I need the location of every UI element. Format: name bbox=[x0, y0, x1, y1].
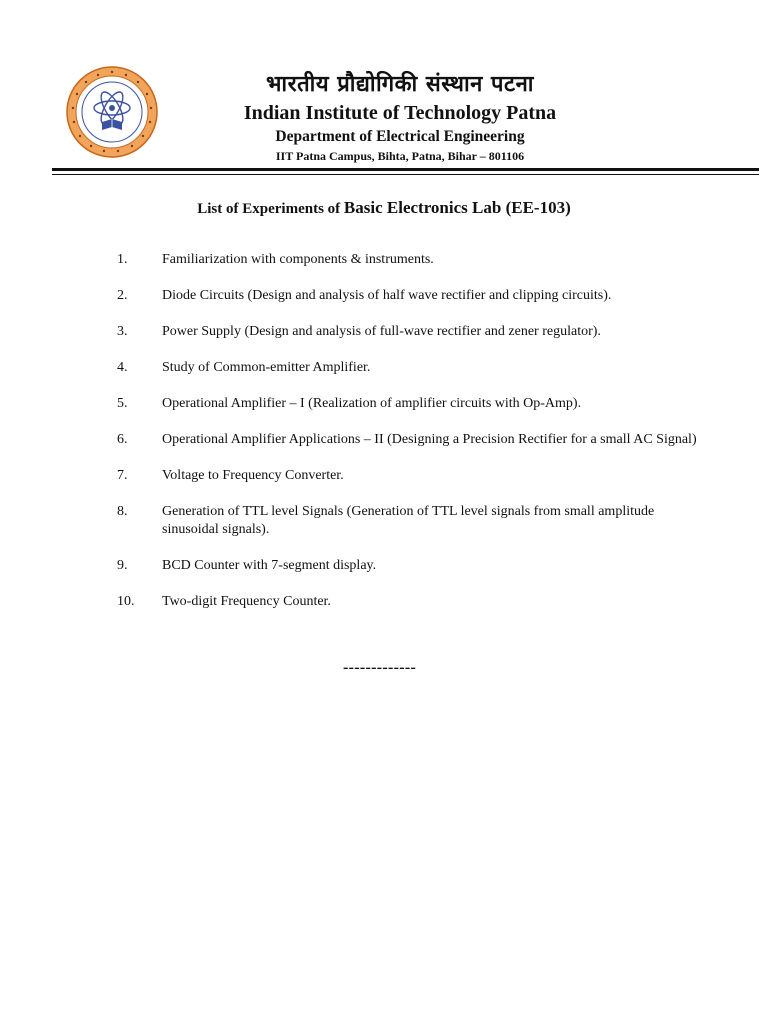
department-name: Department of Electrical Engineering bbox=[275, 128, 525, 145]
list-item bbox=[117, 593, 757, 611]
item-number: 9. bbox=[117, 558, 128, 573]
institute-seal-icon bbox=[66, 66, 158, 158]
document-title bbox=[0, 198, 768, 219]
item-text: Familiarization with components & instruments. bbox=[162, 252, 434, 267]
item-number: 5. bbox=[117, 396, 128, 411]
item-number: 10. bbox=[117, 594, 135, 609]
header-divider-thick bbox=[52, 168, 759, 171]
header-divider-thin bbox=[52, 174, 759, 175]
institute-name: Indian Institute of Technology Patna bbox=[243, 102, 557, 124]
item-number: 4. bbox=[117, 360, 128, 375]
list-item bbox=[117, 557, 757, 575]
end-of-list-marker: ------------- bbox=[343, 659, 417, 676]
title-emphasis: Basic Electronics Lab bbox=[343, 198, 502, 217]
list-item bbox=[117, 431, 757, 449]
item-number: 7. bbox=[117, 468, 128, 483]
title-suffix: (EE-103) bbox=[501, 198, 571, 217]
item-number: 6. bbox=[117, 432, 128, 447]
institute-name-hindi: भारतीय प्रौद्योगिकी संस्थान पटना bbox=[265, 72, 535, 97]
item-text: BCD Counter with 7-segment display. bbox=[162, 558, 377, 573]
item-number: 2. bbox=[117, 288, 128, 303]
list-item bbox=[117, 467, 757, 485]
list-item bbox=[117, 251, 757, 269]
list-item bbox=[117, 395, 757, 413]
item-text: Two-digit Frequency Counter. bbox=[162, 594, 331, 609]
item-text: Power Supply (Design and analysis of full-wave rectifier and zener regulator). bbox=[162, 324, 601, 339]
list-item bbox=[117, 503, 757, 539]
experiment-list bbox=[117, 251, 757, 629]
item-number: 8. bbox=[117, 504, 128, 519]
letterhead bbox=[200, 70, 600, 164]
institute-address: IIT Patna Campus, Bihta, Patna, Bihar – 801106 bbox=[275, 149, 525, 163]
item-text: Operational Amplifier Applications – II (Designing a Precision Rectifier for a small AC Signal) bbox=[162, 432, 697, 447]
item-text: Diode Circuits (Design and analysis of half wave rectifier and clipping circuits). bbox=[162, 288, 612, 303]
item-text: Voltage to Frequency Converter. bbox=[162, 468, 344, 483]
list-item bbox=[117, 287, 757, 305]
title-prefix: List of Experiments of bbox=[197, 201, 344, 217]
item-text: Operational Amplifier – I (Realization of amplifier circuits with Op-Amp). bbox=[162, 396, 582, 411]
item-number: 1. bbox=[117, 252, 128, 267]
item-number: 3. bbox=[117, 324, 128, 339]
item-text: Study of Common-emitter Amplifier. bbox=[162, 360, 371, 375]
item-text: Generation of TTL level Signals (Generation of TTL level signals from small amplitude sinusoidal signals). bbox=[162, 504, 655, 537]
institute-logo bbox=[66, 66, 158, 158]
list-item bbox=[117, 359, 757, 377]
list-item bbox=[117, 323, 757, 341]
